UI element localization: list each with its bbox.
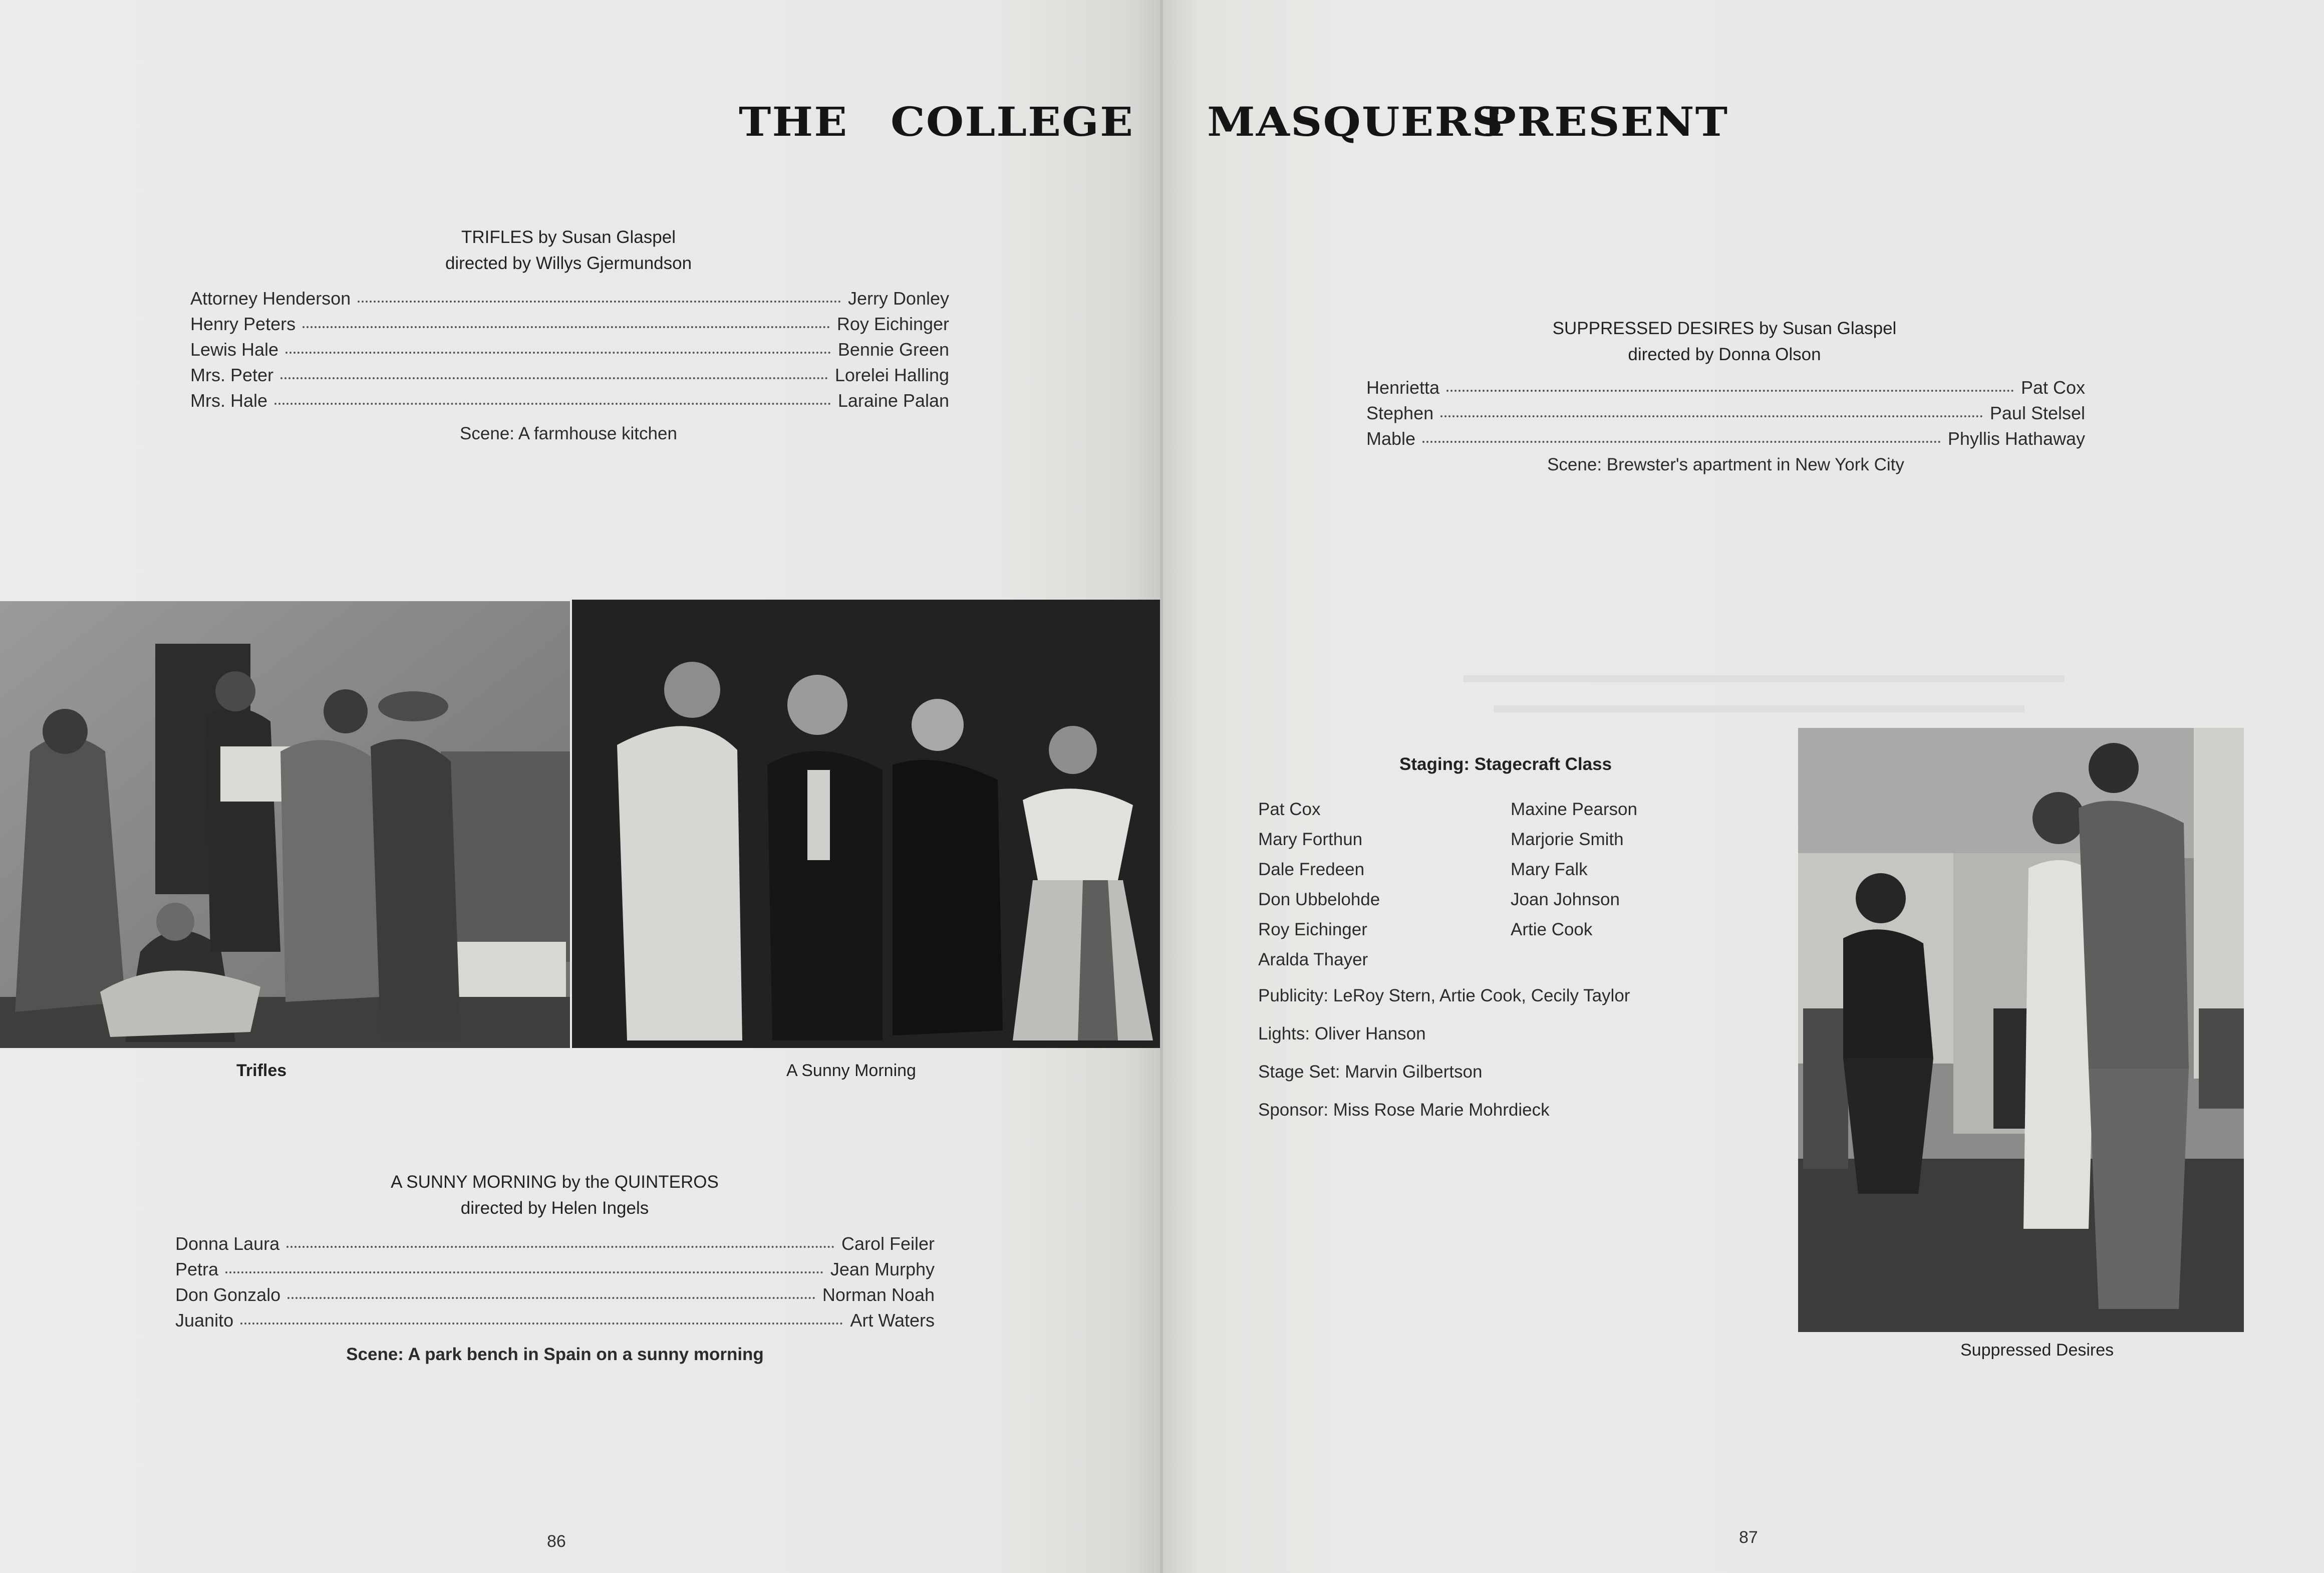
leader-dots [240,1323,843,1325]
suppressed-desires-caption: Suppressed Desires [1960,1341,2114,1360]
cast-row [190,388,949,413]
cast-row [190,286,949,311]
leader-dots [286,1246,834,1248]
leader-dots [1440,415,1983,417]
suppressed-desires-cast-list [1366,375,2085,451]
cast-actor: Roy Eichinger [836,313,949,334]
cast-actor: Lorelei Halling [834,364,949,385]
staging-crew-column-2 [1511,795,1637,945]
page-number-left: 86 [547,1532,566,1551]
cast-actor: Carol Feiler [841,1233,935,1254]
page-number-right: 87 [1739,1528,1758,1547]
cast-row [175,1256,935,1282]
right-page [1163,0,2324,1573]
suppressed-desires-title: SUPPRESSED DESIRES by Susan Glaspel [1552,319,1897,338]
staging-crew-column-1 [1258,795,1380,975]
headline-present: PRESENT [1484,98,1729,145]
cast-actor: Phyllis Hathaway [1947,428,2085,449]
sunny-morning-scene: Scene: A park bench in Spain on a sunny morning [346,1345,764,1364]
cast-actor: Laraine Palan [837,390,949,411]
staging-heading: Staging: Stagecraft Class [1399,754,1612,774]
publicity-credit: Publicity: LeRoy Stern, Artie Cook, Cecily Taylor [1258,986,1630,1005]
left-page [0,0,1161,1573]
sunny-morning-title: A SUNNY MORNING by the QUINTEROS [391,1172,719,1192]
cast-role: Henry Peters [190,313,296,334]
suppressed-desires-scene: Scene: Brewster's apartment in New York City [1547,455,1904,474]
leader-dots [225,1271,823,1273]
cast-role: Henrietta [1366,377,1440,398]
crew-member: Artie Cook [1511,920,1593,939]
trifles-cast-list [190,286,949,413]
cast-role: Mrs. Peter [190,364,274,385]
crew-member: Aralda Thayer [1258,950,1368,969]
crew-member: Maxine Pearson [1511,800,1637,819]
headline-college: COLLEGE [891,98,1134,145]
cast-actor: Norman Noah [822,1284,935,1305]
cast-row [190,337,949,362]
leader-dots [287,1297,815,1299]
sponsor-credit: Sponsor: Miss Rose Marie Mohrdieck [1258,1100,1550,1120]
cast-row [175,1282,935,1307]
leader-dots [1422,441,1941,443]
cast-actor: Jean Murphy [830,1258,935,1279]
cast-role: Juanito [175,1309,234,1331]
sunny-morning-photo [572,600,1161,1048]
crew-member: Dale Fredeen [1258,860,1365,879]
trifles-title: TRIFLES by Susan Glaspel [461,227,676,247]
leader-dots [303,326,830,328]
trifles-scene: Scene: A farmhouse kitchen [460,424,677,443]
cast-row [190,362,949,388]
headline-masquers: MASQUERS [1207,98,1505,145]
cast-actor: Paul Stelsel [1989,402,2085,423]
cast-row [1366,426,2085,451]
leader-dots [274,403,831,405]
crew-member: Joan Johnson [1511,890,1620,909]
crew-member: Mary Falk [1511,860,1588,879]
sunny-morning-director: directed by Helen Ingels [460,1198,649,1218]
trifles-photo [0,601,570,1048]
crew-member: Roy Eichinger [1258,920,1367,939]
cast-actor: Jerry Donley [847,288,949,309]
cast-role: Donna Laura [175,1233,280,1254]
cast-role: Lewis Hale [190,339,279,360]
sunny-morning-caption: A Sunny Morning [786,1061,916,1080]
lights-credit: Lights: Oliver Hanson [1258,1024,1426,1043]
cast-actor: Bennie Green [837,339,949,360]
cast-role: Petra [175,1258,219,1279]
crew-member: Pat Cox [1258,800,1321,819]
sunny-morning-heading [175,1169,934,1221]
cast-role: Mrs. Hale [190,390,268,411]
leader-dots [280,377,828,379]
cast-role: Stephen [1366,402,1434,423]
stage-set-credit: Stage Set: Marvin Gilbertson [1258,1062,1483,1082]
cast-actor: Pat Cox [2020,377,2085,398]
leader-dots [358,301,841,303]
headline-the: THE [739,98,848,145]
cast-role: Mable [1366,428,1416,449]
cast-row [1366,400,2085,426]
sunny-morning-cast-list [175,1231,935,1333]
cast-row [190,311,949,337]
suppressed-desires-heading [1366,316,2083,368]
crew-member: Marjorie Smith [1511,830,1624,849]
cast-row [1366,375,2085,400]
cast-row [175,1307,935,1333]
suppressed-desires-photo [1798,728,2244,1332]
cast-actor: Art Waters [850,1309,935,1331]
trifles-heading [190,224,947,277]
trifles-caption: Trifles [236,1061,287,1080]
leader-dots [1446,390,2014,392]
cast-row [175,1231,935,1256]
crew-member: Don Ubbelohde [1258,890,1380,909]
leader-dots [285,352,831,354]
suppressed-desires-director: directed by Donna Olson [1628,345,1821,364]
cast-role: Don Gonzalo [175,1284,281,1305]
cast-role: Attorney Henderson [190,288,351,309]
trifles-director: directed by Willys Gjermundson [445,253,692,273]
crew-member: Mary Forthun [1258,830,1363,849]
